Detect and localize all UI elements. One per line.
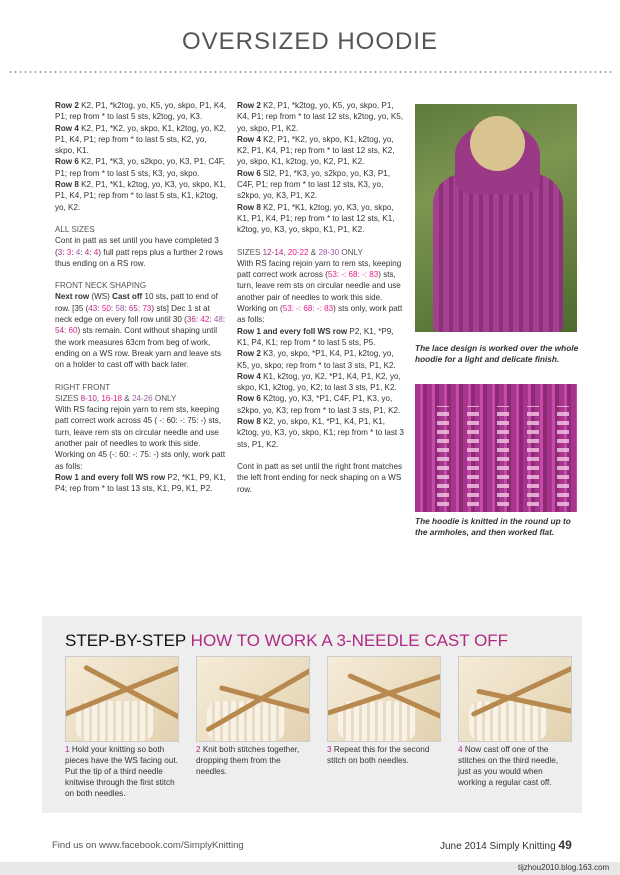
section-heading-front-neck: FRONT NECK SHAPING	[55, 281, 147, 291]
step-text-4: 4 Now cast off one of the stitches on the third needle, just as you would when working a regular cast off.	[458, 745, 559, 787]
dotted-divider	[8, 71, 612, 73]
page-title: OVERSIZED HOODIE	[181, 28, 439, 55]
sizes-text-a: With RS facing rejoin yarn to rem sts, keeping patt correct work across (53: -: 68: -: 83) sts, turn, leave rem sts on circular needle and use another pair of needles to work this side.	[237, 258, 402, 302]
step-text-1: 1 Hold your knitting so both pieces have the WS facing out. Put the tip of a third needle knitwise through the first stitch on both needles.	[65, 745, 178, 798]
pattern-column-1	[55, 100, 227, 495]
continue-text: Cont in patt as set until the right front matches the left front ending for neck shaping on a WS row.	[237, 461, 403, 494]
step-photo-1	[65, 656, 179, 742]
right-front-text-b: Working on 45 (-: 60: -: 75: -) sts only, work patt as folls:	[55, 450, 226, 471]
row-8-instruction: Row 8 K2, P1, *K1, k2tog, yo, K3, yo, skpo, K1, P1, K4, P1; rep from * to last 12 sts, K1, k2tog, yo, K3, yo, skpo, K1, P1, K2.	[237, 202, 395, 235]
row-8-instruction: Row 8 K2, P1, *K1, k2tog, yo, K3, yo, skpo, K1, P1, K4, P1; rep from * to last 5 sts, K1, k2tog, yo, K2.	[55, 180, 226, 212]
pattern-column-2	[237, 100, 407, 495]
step-text-2: 2 Knit both stitches together, dropping them from the needles.	[196, 745, 300, 776]
page-number: 49	[558, 838, 572, 852]
issue-footer: June 2014 Simply Knitting 49	[440, 838, 572, 852]
row-1-instruction: Row 1 and every foll WS row P2, K1, *P9, K1, P4, K1; rep from * to last 5 sts, P5.	[237, 326, 394, 347]
row-4-instruction: Row 4 K2, P1, *K2, yo, skpo, K1, k2tog, yo, K2, P1, K4, P1; rep from * to last 5 sts, K2, yo, skpo, K1.	[55, 123, 226, 156]
row-6-instruction: Row 6 K2, P1, *K3, yo, s2kpo, yo, K3, P1, C4F, P1; rep from * to last 5 sts, K3, yo, skpo.	[55, 157, 226, 178]
row-2b-instruction: Row 2 K3, yo, skpo, *P1, K4, P1, k2tog, yo, K5, yo, skpo; rep from * to last 3 sts, P1, K2.	[237, 349, 396, 370]
facebook-link[interactable]: Find us on www.facebook.com/SimplyKnitting	[52, 840, 244, 851]
step-photo-4	[458, 656, 572, 742]
row-4-instruction: Row 4 K2, P1, *K2, yo, skpo, K1, k2tog, yo, K2, P1, K4, P1; rep from * to last 12 sts, K2, yo, skpo, K1, k2tog, yo, K2, P1, K2.	[237, 134, 395, 167]
step-text-3: 3 Repeat this for the second stitch on both needles.	[327, 745, 430, 765]
lace-detail-photo	[415, 384, 577, 512]
row-6b-instruction: Row 6 K2tog, yo, K3, *P1, C4F, P1, K3, yo, s2kpo, yo, K3; rep from * to last 3 sts, P1, K2.	[237, 394, 401, 415]
right-front-text-a: With RS facing rejoin yarn to rem sts, keeping patt correct work across 45 ( -: 60: -: 75: -) sts, turn, leave rem sts on circular needle and use another pair of needles to work this side.	[55, 405, 221, 449]
section-heading-right-front: RIGHT FRONT	[55, 382, 111, 392]
row-6-instruction: Row 6 Sl2, P1, *K3, yo, s2kpo, yo, K3, P1, C4F, P1; rep from * to last 12 sts, K3, yo, s2kpo, yo, K3, P1, K2.	[237, 168, 390, 201]
row-2-instruction: Row 2 K2, P1, *k2tog, yo, K5, yo, skpo, P1, K4, P1; rep from * to last 5 sts, k2tog, yo, K3.	[55, 101, 226, 122]
row-2-instruction: Row 2 K2, P1, *k2tog, yo, K5, yo, skpo, P1, K4, P1; rep from * to last 12 sts, k2tog, yo, K5, yo, skpo, P1, K2.	[237, 101, 404, 133]
photo-caption-2: The hoodie is knitted in the round up to the armholes, and then worked flat.	[415, 516, 571, 537]
row-8b-instruction: Row 8 K2, yo, skpo, K1, *P1, K4, P1, K1, k2tog, yo, K3, yo, skpo, K1; rep from * to last 3 sts, P1, K2.	[237, 417, 404, 449]
watermark-text: tijzhou2010.blog.163.com	[518, 863, 610, 872]
row-4b-instruction: Row 4 K1, k2tog, yo, K2, *P1, K4, P1, K2, yo, skpo, K1, k2tog, yo, K2; to last 3 sts, P1, K2.	[237, 371, 401, 393]
step-photo-2	[196, 656, 310, 742]
hoodie-back-photo	[415, 104, 577, 332]
section-heading-all-sizes: ALL SIZES	[55, 224, 95, 234]
step-by-step-heading: STEP-BY-STEP HOW TO WORK A 3-NEEDLE CAST OFF	[65, 631, 509, 650]
step-photo-3	[327, 656, 441, 742]
all-sizes-text: Cont in patt as set until you have completed 3 (3: 3: 4: 4: 4) full patt reps plus a further 2 rows thus ending on a RS row.	[55, 236, 223, 268]
photo-caption-1: The lace design is worked over the whole hoodie for a light and delicate finish.	[415, 343, 579, 364]
right-front-sizes: SIZES 8-10, 16-18 & 24-26 ONLY	[55, 393, 177, 403]
sizes-text-b: Working on (53: -: 68: -: 83) sts only, work patt as folls:	[237, 304, 403, 325]
front-neck-text: Next row (WS) Cast off 10 sts, patt to end of row. [35 (43: 50: 58: 65: 73) sts] Dec 1 st at neck edge on every foll row until 30 (36: 42: 48: 54: 60) sts remain. Cont without shaping until the work measures 63cm from beg of work, ending on a WS row. Break yarn and leave sts on a holder to cast off with back later.	[55, 292, 226, 370]
right-front-row-1: Row 1 and every foll WS row P2, *K1, P9, K1, P4; rep from * to last 13 sts, K1, P9, K1, P2.	[55, 472, 226, 494]
sizes-heading: SIZES 12-14, 20-22 & 28-30 ONLY	[237, 247, 363, 257]
